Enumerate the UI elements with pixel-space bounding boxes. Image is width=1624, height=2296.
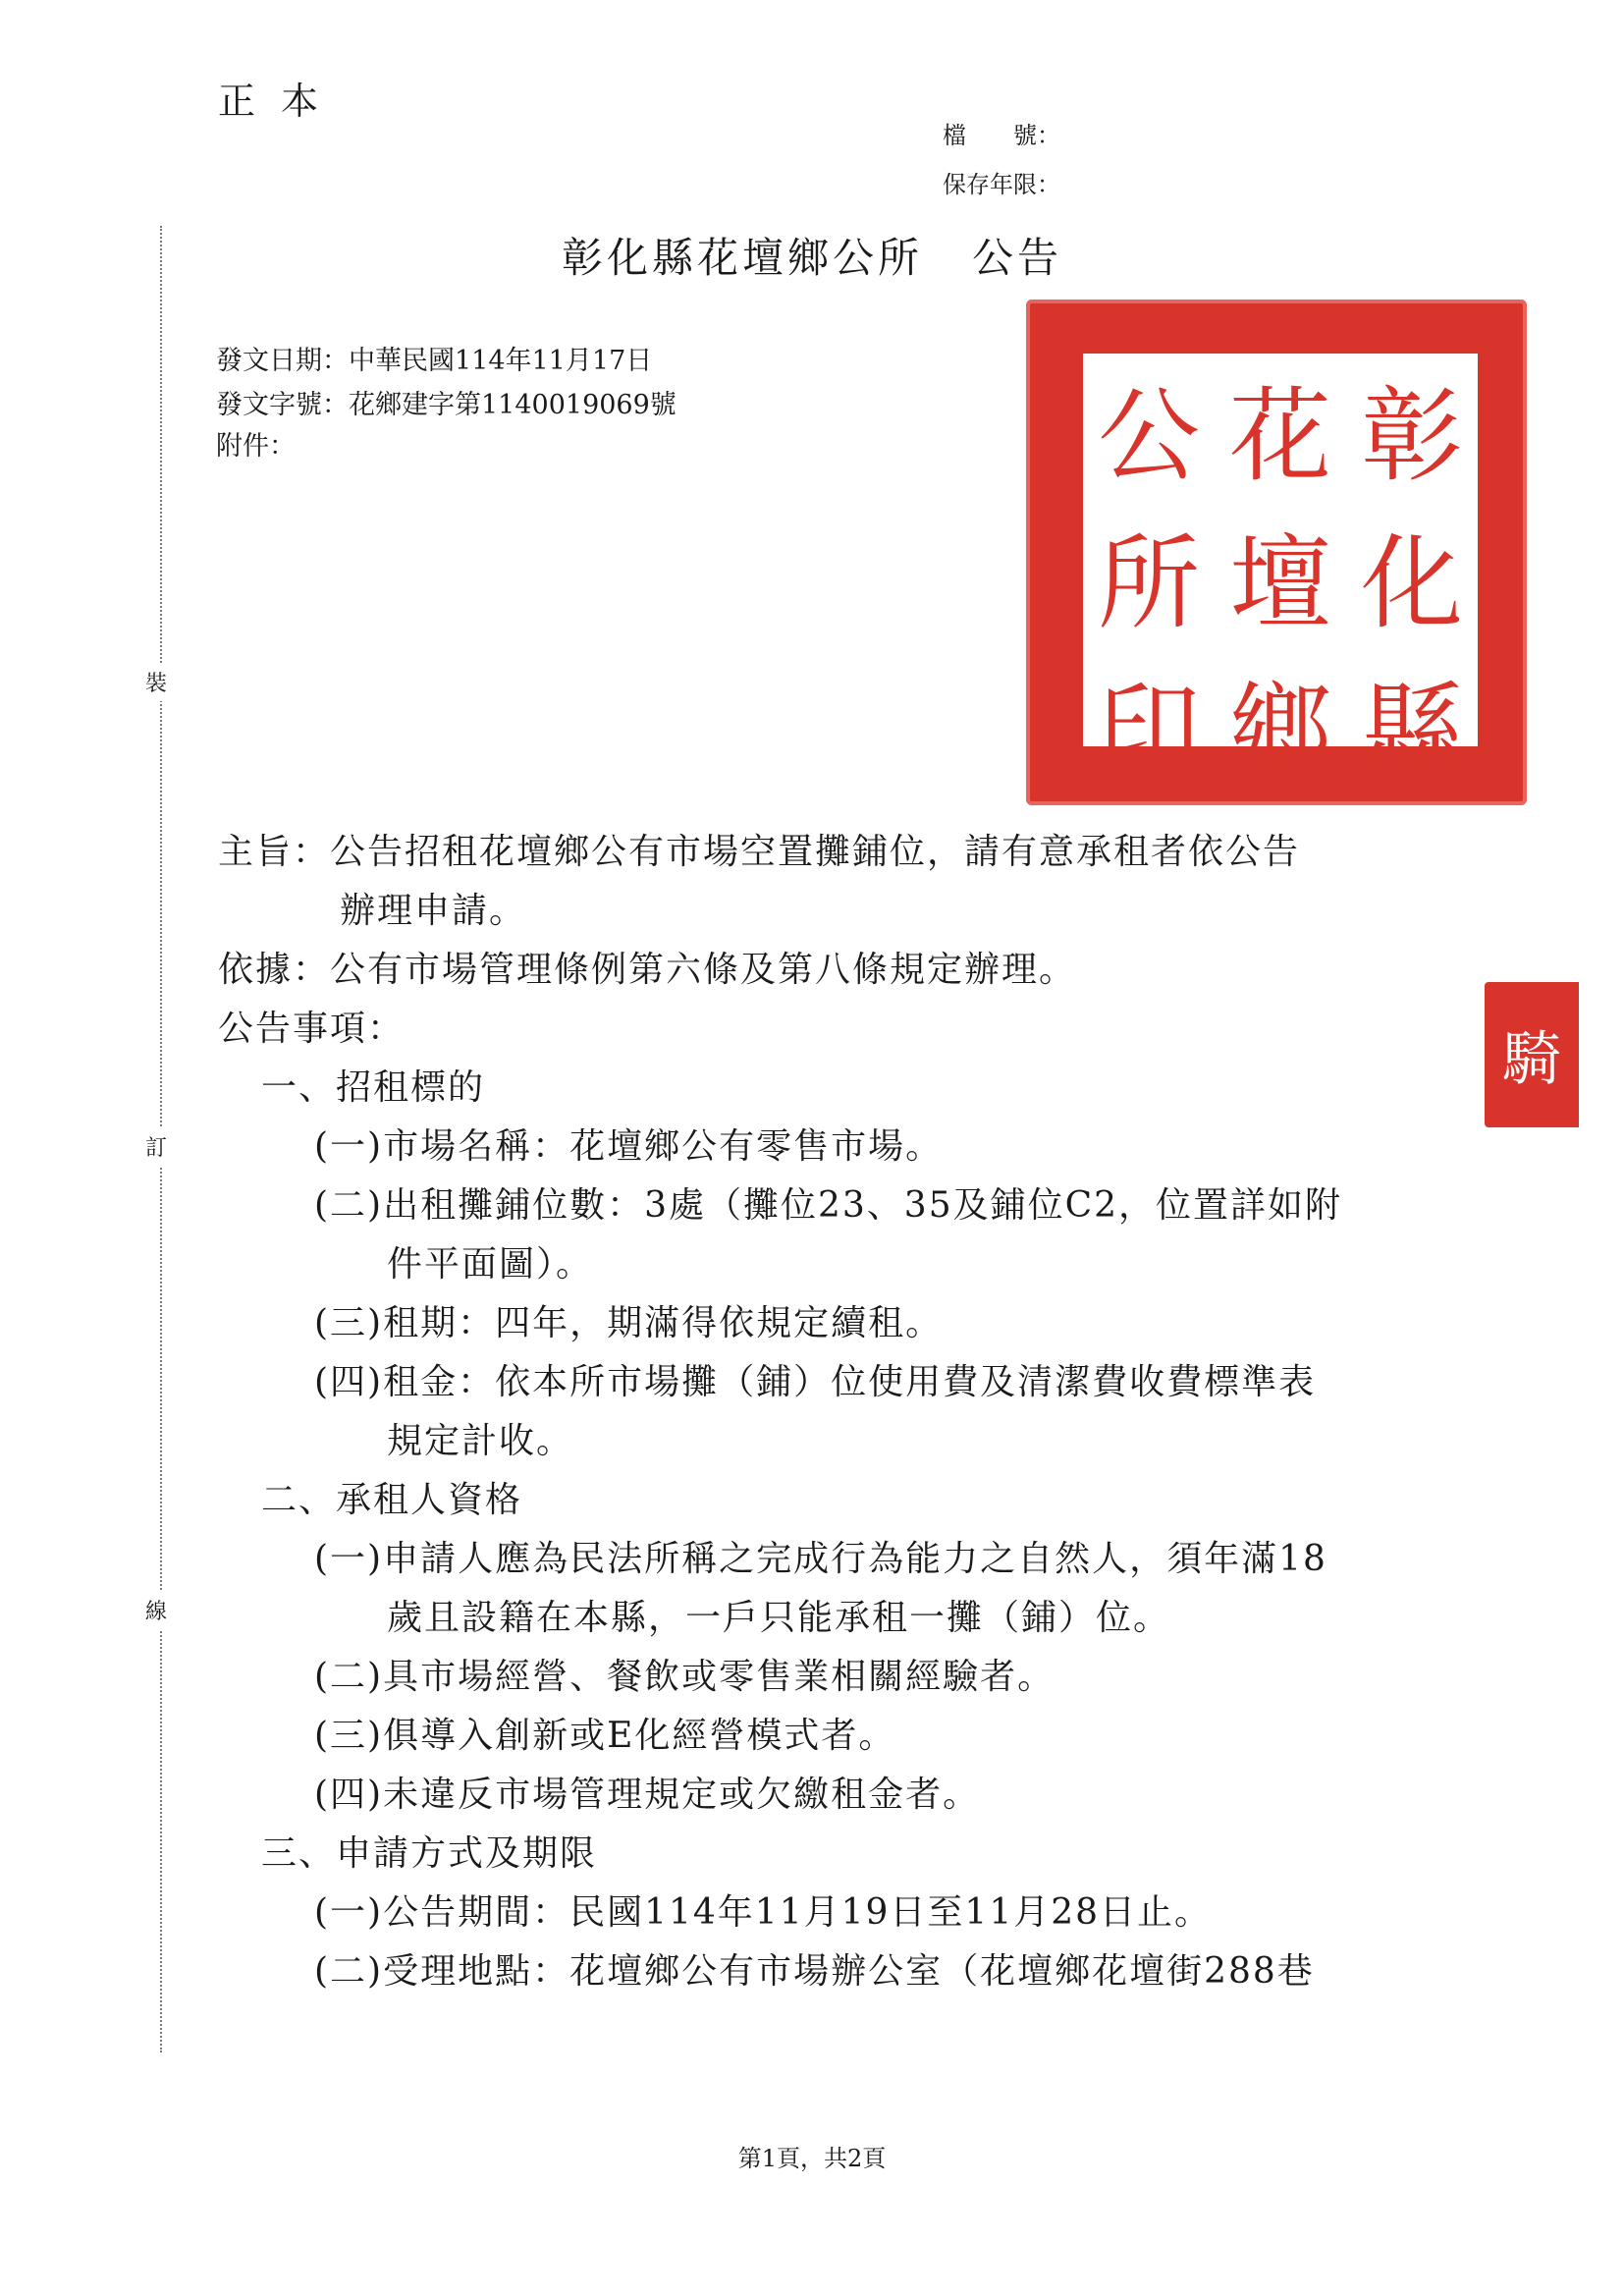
- section-2-heading: 二、承租人資格: [261, 1480, 523, 1520]
- copy-label: 正本: [218, 80, 345, 123]
- binding-mark-zhuang: 裝: [145, 663, 167, 701]
- seal-field: [1083, 354, 1478, 791]
- section-1-item-4-cont: 規定計收。: [387, 1421, 574, 1461]
- document-title: [0, 226, 1624, 285]
- file-number-label: 檔 號：: [943, 122, 1060, 149]
- issue-date: 發文日期：中華民國114年11月17日: [216, 346, 653, 376]
- section-1-item-1: (一)市場名稱：花壇鄉公有零售市場。: [314, 1126, 944, 1167]
- section-3-heading: 三、申請方式及期限: [261, 1833, 598, 1874]
- seal-char: 印: [1097, 671, 1200, 791]
- section-1-item-3: (三)租期：四年，期滿得依規定續租。: [314, 1303, 944, 1343]
- legal-basis: 依據：公有市場管理條例第六條及第八條規定辦理。: [218, 950, 1077, 990]
- retention-period-label: 保存年限：: [943, 171, 1060, 198]
- official-seal: [1026, 300, 1527, 805]
- subject-line-2: 辦理申請。: [340, 891, 527, 931]
- seal-char: 壇: [1228, 523, 1331, 643]
- page-number: 第1頁，共2頁: [737, 2145, 887, 2172]
- section-2-item-1: (一)申請人應為民法所稱之完成行為能力之自然人，須年滿18: [314, 1539, 1327, 1579]
- notice-items-heading: 公告事項：: [218, 1009, 406, 1049]
- section-2-item-2: (二)具市場經營、餐飲或零售業相關經驗者。: [314, 1657, 1056, 1697]
- binding-mark-ding: 訂: [145, 1127, 167, 1166]
- attachment-label: 附件：: [216, 431, 296, 462]
- seal-char: 所: [1097, 523, 1200, 643]
- section-2-item-3: (三)俱導入創新或E化經營模式者。: [314, 1716, 896, 1756]
- document-reference-number: 發文字號：花鄉建字第1140019069號: [216, 390, 677, 420]
- seal-char: 公: [1097, 376, 1200, 496]
- section-2-item-1-cont: 歲且設籍在本縣，一戶只能承租一攤（鋪）位。: [387, 1598, 1171, 1638]
- section-3-item-1: (一)公告期間：民國114年11月19日至11月28日止。: [314, 1892, 1213, 1933]
- document-type: 公告: [972, 234, 1063, 282]
- seal-char: 彰: [1360, 376, 1463, 496]
- binding-mark-xian: 線: [145, 1591, 167, 1629]
- issuing-organization: 彰化縣花壇鄉公所: [561, 234, 923, 282]
- section-1-heading: 一、招租標的: [261, 1067, 486, 1108]
- section-1-item-4: (四)租金：依本所市場攤（鋪）位使用費及清潔費收費標準表: [314, 1362, 1317, 1402]
- section-3-item-2: (二)受理地點：花壇鄉公有市場辦公室（花壇鄉花壇街288巷: [314, 1951, 1315, 1992]
- seal-char: 化: [1360, 523, 1463, 643]
- subject-line-1: 主旨：公告招租花壇鄉公有市場空置攤鋪位，請有意承租者依公告: [218, 832, 1301, 872]
- seal-char: 縣: [1360, 671, 1463, 791]
- section-1-item-2: (二)出租攤鋪位數：3處（攤位23、35及鋪位C2，位置詳如附: [314, 1185, 1343, 1226]
- seal-char: 花: [1228, 376, 1331, 496]
- seal-char: 鄉: [1228, 671, 1331, 791]
- section-1-item-2-cont: 件平面圖）。: [387, 1244, 594, 1285]
- section-2-item-4: (四)未違反市場管理規定或欠繳租金者。: [314, 1775, 981, 1815]
- page-seam-seal: 騎: [1485, 982, 1579, 1127]
